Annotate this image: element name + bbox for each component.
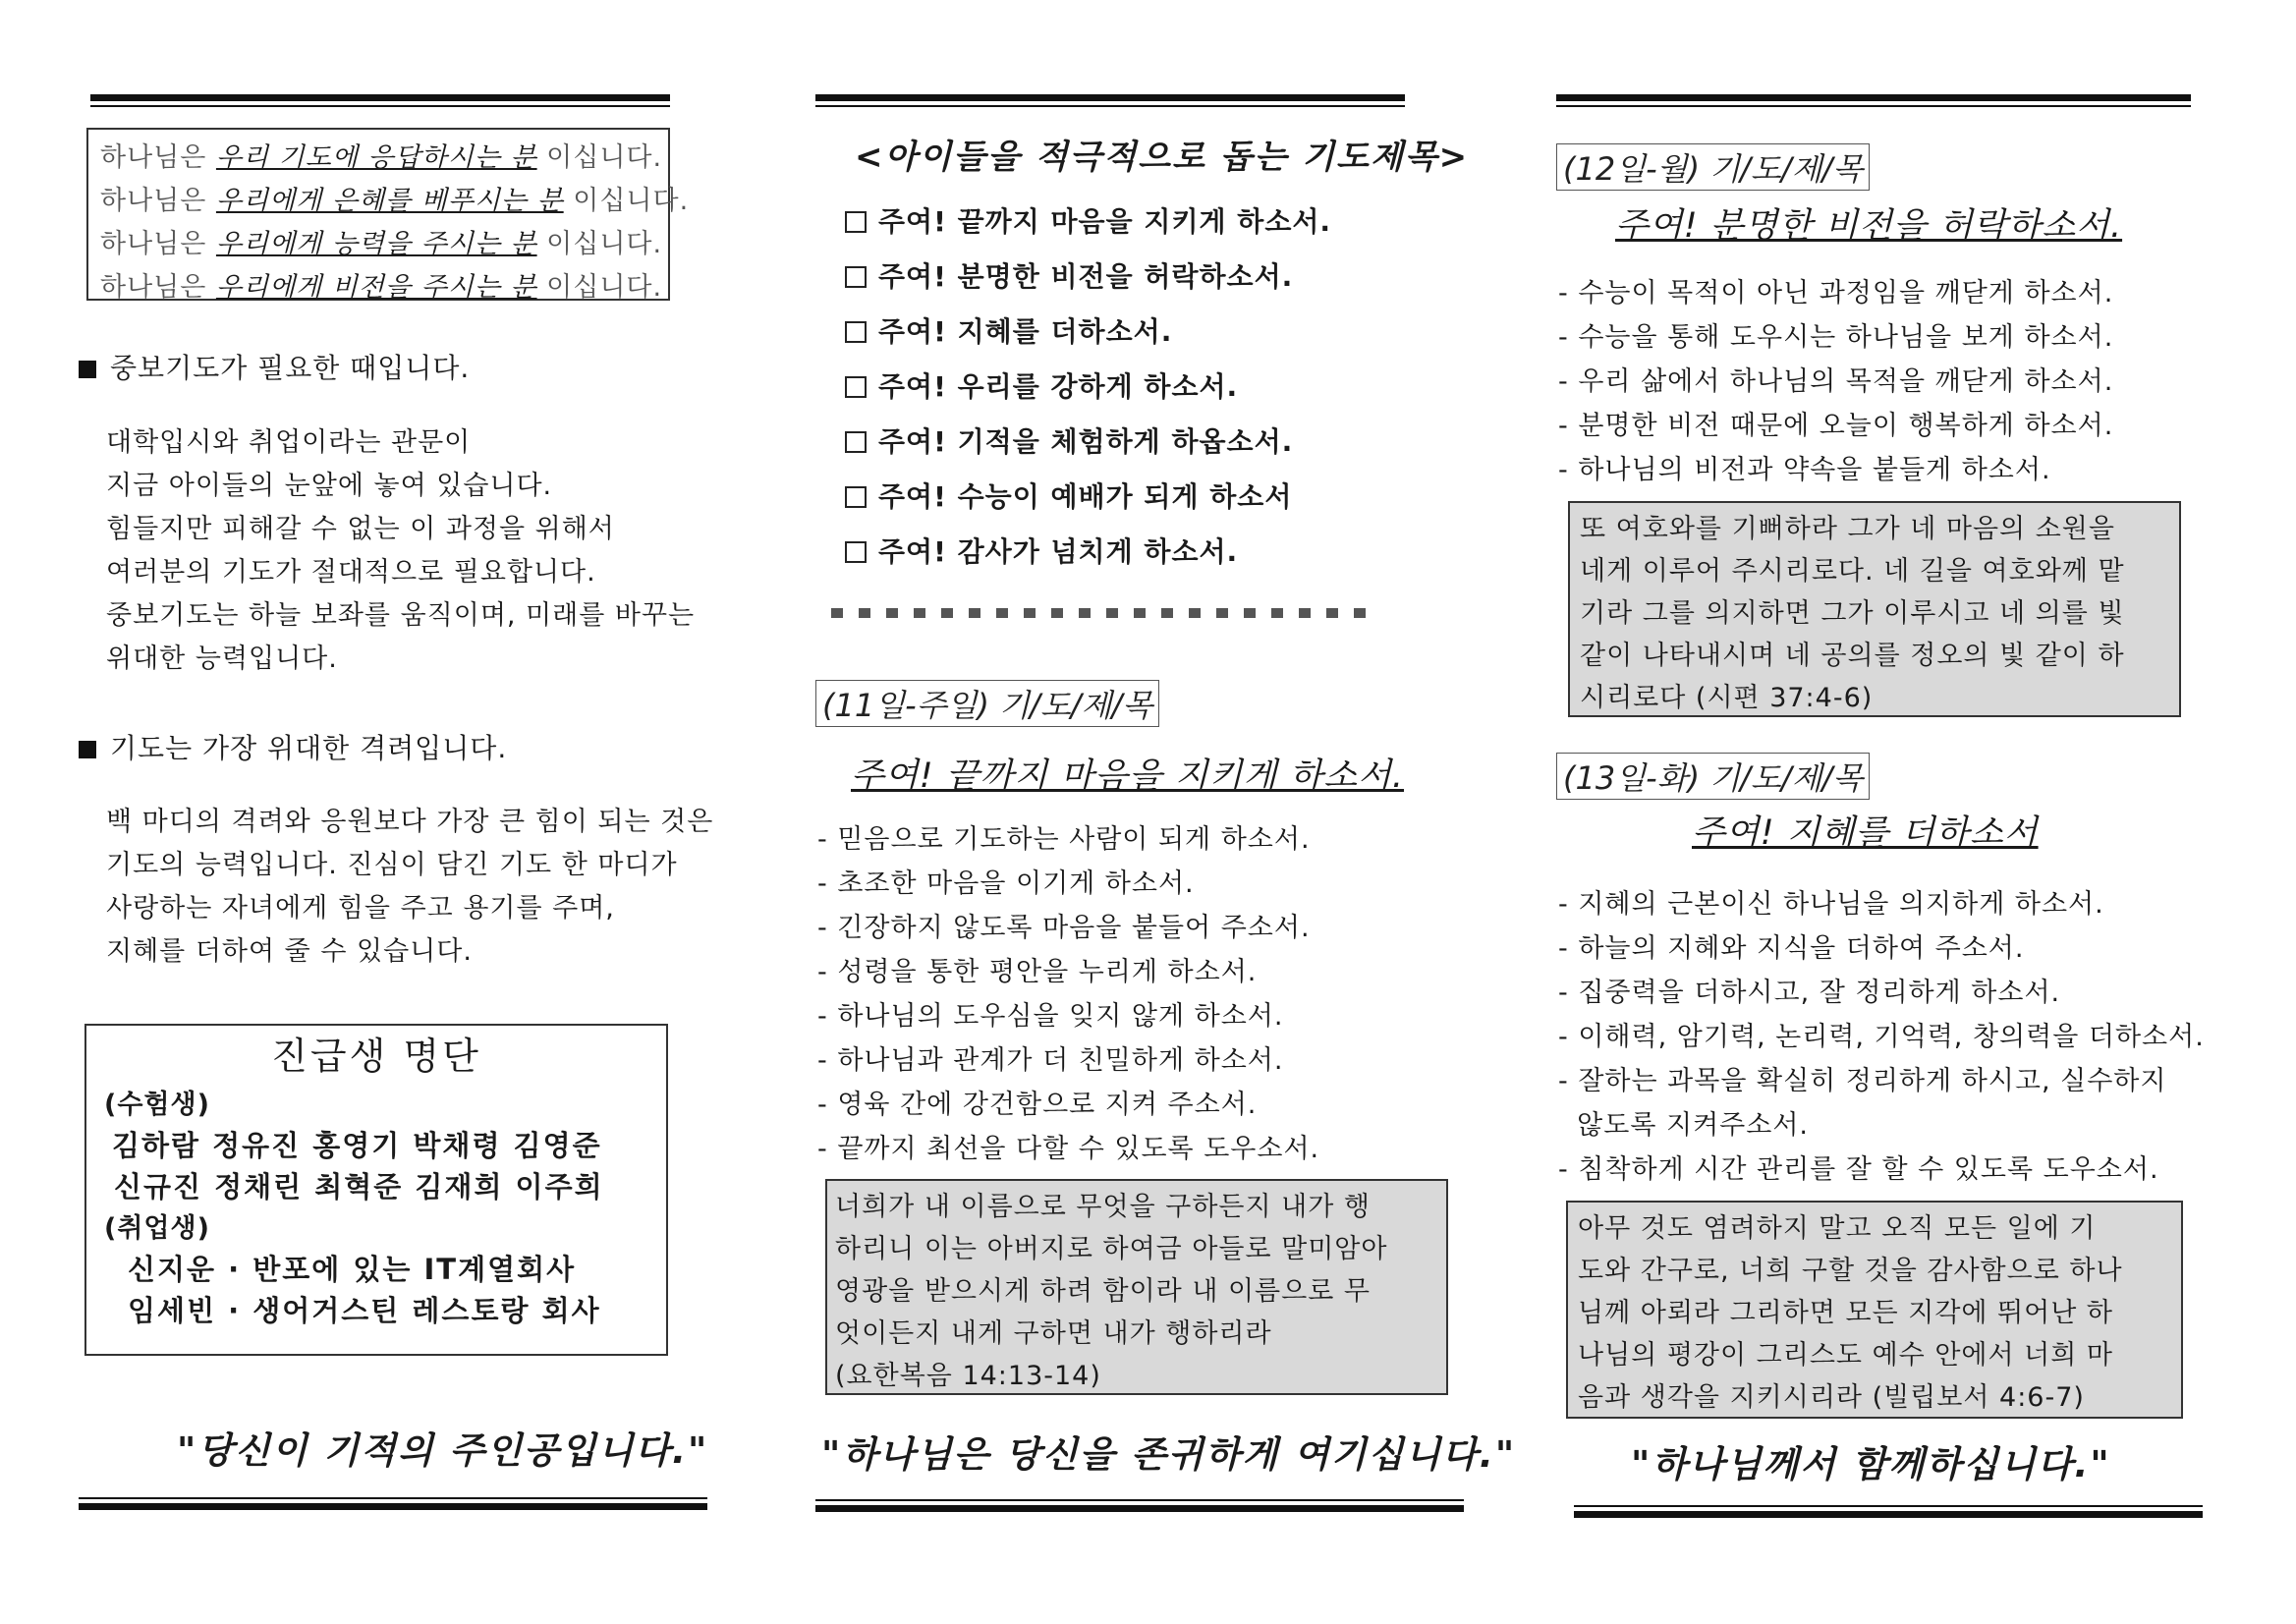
top-rule-col3 (1556, 94, 2191, 107)
bottom-rule-col1 (79, 1497, 707, 1510)
prayer-item: - 수능을 통해 도우시는 하나님을 보게 하소서. (1558, 322, 2114, 353)
verse-line: 엇이든지 내게 구하면 내가 행하리라 (835, 1318, 1272, 1349)
roster-row: 신규진 정채린 최혁준 김재희 이주희 (114, 1170, 604, 1204)
prayer-item: - 수능이 목적이 아닌 과정임을 깨닫게 하소서. (1558, 278, 2114, 308)
top-rule-col1 (90, 94, 670, 107)
closing-quote: "하나님은 당신을 존귀하게 여기십니다." (821, 1433, 1517, 1476)
checkbox-icon (845, 431, 867, 453)
section-title: 기도는 가장 위대한 격려입니다. (79, 727, 507, 766)
prayer-item: - 침착하게 시간 관리를 잘 할 수 있도록 도우소서. (1558, 1154, 2159, 1185)
body-line: 백 마디의 격려와 응원보다 가장 큰 힘이 되는 것은 (106, 807, 714, 837)
verse-line: 하리니 이는 아버지로 하여금 아들로 말미암아 (835, 1234, 1388, 1264)
prayer-item: - 집중력을 더하시고, 잘 정리하게 하소서. (1558, 978, 2061, 1008)
checkbox-icon (845, 321, 867, 343)
prayer-item: - 분명한 비전 때문에 오늘이 행복하게 하소서. (1558, 411, 2114, 441)
closing-quote: "하나님께서 함께하십니다." (1631, 1443, 2111, 1485)
prayer-item: - 하늘의 지혜와 지식을 더하여 주소서. (1558, 933, 2025, 964)
bottom-rule-col2 (815, 1499, 1464, 1512)
checklist-item: 주여! 지혜를 더하소서. (845, 310, 1172, 350)
checkbox-icon (845, 266, 867, 288)
body-line: 사랑하는 자녀에게 힘을 주고 용기를 주며, (106, 893, 615, 924)
roster-label-job: (취업생) (104, 1213, 210, 1244)
verse-line: 같이 나타내시며 네 공의를 정오의 빛 같이 하 (1580, 641, 2125, 671)
dotted-divider (831, 608, 1381, 618)
body-line: 지금 아이들의 눈앞에 놓여 있습니다. (106, 471, 553, 501)
verse-box-philippians (1566, 1201, 2183, 1419)
prayer-item: - 믿음으로 기도하는 사람이 되게 하소서. (817, 824, 1311, 855)
attribute-line: 하나님은 우리에게 은혜를 베푸시는 분 이십니다. (100, 186, 690, 216)
prayer-item: - 긴장하지 않도록 마음을 붙들어 주소서. (817, 913, 1311, 943)
verse-line: 또 여호와를 기뻐하라 그가 네 마음의 소원을 (1580, 514, 2115, 544)
body-line: 위대한 능력입니다. (106, 644, 338, 674)
bottom-rule-col3 (1574, 1505, 2203, 1518)
roster-row: 신지운 · 반포에 있는 IT계열회사 (128, 1253, 577, 1286)
prayer-item: - 초조한 마음을 이기게 하소서. (817, 868, 1195, 899)
body-line: 기도의 능력입니다. 진심이 담긴 기도 한 마디가 (106, 850, 678, 880)
verse-line: 영광을 받으시게 하려 함이라 내 이름으로 무 (835, 1276, 1371, 1307)
verse-line: 시리로다 (시편 37:4-6) (1580, 683, 1874, 713)
checklist-item: 주여! 수능이 예배가 되게 하소서 (845, 476, 1292, 515)
day-heading-monday: 주여! 분명한 비전을 허락하소서. (1615, 206, 2123, 246)
verse-line: 아무 것도 염려하지 말고 오직 모든 일에 기 (1578, 1213, 2097, 1244)
closing-quote: "당신이 기적의 주인공입니다." (177, 1429, 709, 1472)
roster-row: 임세빈 · 생어거스틴 레스토랑 회사 (128, 1294, 601, 1327)
checklist-item: 주여! 우리를 강하게 하소서. (845, 365, 1238, 405)
day-heading-sunday: 주여! 끝까지 마음을 지키게 하소서. (851, 756, 1404, 796)
verse-line: 너희가 내 이름으로 무엇을 구하든지 내가 행 (835, 1192, 1371, 1222)
checkbox-icon (845, 486, 867, 508)
prayer-item: - 하나님과 관계가 더 친밀하게 하소서. (817, 1045, 1284, 1076)
verse-box-john (825, 1179, 1448, 1395)
verse-line: 기라 그를 의지하면 그가 이루시고 네 의를 빛 (1580, 598, 2125, 629)
prayer-item: - 하나님의 도우심을 잊지 않게 하소서. (817, 1001, 1284, 1032)
body-line: 지혜를 더하여 줄 수 있습니다. (106, 936, 473, 967)
day-tag-tuesday: (13일-화) 기/도/제/목 (1556, 753, 1870, 800)
checklist-item: 주여! 기적을 체험하게 하옵소서. (845, 420, 1293, 460)
attribute-line: 하나님은 우리에게 능력을 주시는 분 이십니다. (100, 229, 663, 259)
square-bullet-icon (79, 741, 96, 758)
prayer-item: - 지혜의 근본이신 하나님을 의지하게 하소서. (1558, 889, 2104, 920)
checklist-item: 주여! 분명한 비전을 허락하소서. (845, 255, 1293, 295)
verse-line: 님께 아뢰라 그리하면 모든 지각에 뛰어난 하 (1578, 1298, 2113, 1328)
checkbox-icon (845, 211, 867, 233)
prayer-item: - 영육 간에 강건함으로 지켜 주소서. (817, 1090, 1258, 1120)
prayer-list-title: <아이들을 적극적으로 돕는 기도제목> (855, 138, 1470, 177)
body-line: 여러분의 기도가 절대적으로 필요합니다. (106, 557, 596, 588)
prayer-item: - 끝까지 최선을 다할 수 있도록 도우소서. (817, 1134, 1320, 1164)
verse-line: 음과 생각을 지키시리라 (빌립보서 4:6-7) (1578, 1382, 2085, 1413)
checkbox-icon (845, 376, 867, 398)
roster-box (84, 1024, 668, 1356)
section-title: 중보기도가 필요한 때입니다. (79, 347, 470, 386)
day-tag-monday: (12일-월) 기/도/제/목 (1556, 143, 1870, 191)
attribute-line: 하나님은 우리에게 비전을 주시는 분 이십니다. (100, 272, 663, 303)
prayer-item: - 성령을 통한 평안을 누리게 하소서. (817, 957, 1258, 987)
verse-line: 네게 이루어 주시리로다. 네 길을 여호와께 맡 (1580, 556, 2125, 587)
roster-row: 김하람 정유진 홍영기 박채령 김영준 (112, 1129, 602, 1162)
verse-line: 나님의 평강이 그리스도 예수 안에서 너희 마 (1578, 1340, 2113, 1371)
prayer-item: 않도록 지켜주소서. (1558, 1110, 1809, 1141)
body-line: 중보기도는 하늘 보좌를 움직이며, 미래를 바꾸는 (106, 600, 696, 631)
prayer-item: - 우리 삶에서 하나님의 목적을 깨닫게 하소서. (1558, 366, 2114, 397)
attribute-line: 하나님은 우리 기도에 응답하시는 분 이십니다. (100, 142, 663, 173)
prayer-item: - 하나님의 비전과 약속을 붙들게 하소서. (1558, 455, 2051, 485)
day-heading-tuesday: 주여! 지혜를 더하소서 (1692, 813, 2039, 853)
body-line: 힘들지만 피해갈 수 없는 이 과정을 위해서 (106, 514, 615, 544)
body-line: 대학입시와 취업이라는 관문이 (106, 427, 472, 458)
roster-label-exam: (수험생) (104, 1090, 210, 1120)
checkbox-icon (845, 541, 867, 563)
verse-box-psalm (1568, 501, 2181, 717)
prayer-item: - 이해력, 암기력, 논리력, 기억력, 창의력을 더하소서. (1558, 1022, 2205, 1052)
verse-line: 도와 간구로, 너희 구할 것을 감사함으로 하나 (1578, 1256, 2123, 1286)
prayer-item: - 잘하는 과목을 확실히 정리하게 하시고, 실수하지 (1558, 1066, 2167, 1096)
square-bullet-icon (79, 361, 96, 378)
roster-title: 진급생 명단 (271, 1035, 481, 1078)
top-rule-col2 (815, 94, 1405, 107)
day-tag-sunday: (11일-주일) 기/도/제/목 (815, 680, 1159, 727)
checklist-item: 주여! 끝까지 마음을 지키게 하소서. (845, 200, 1331, 240)
verse-line: (요한복음 14:13-14) (835, 1361, 1101, 1391)
attributes-box (86, 128, 690, 303)
checklist-item: 주여! 감사가 넘치게 하소서. (845, 531, 1238, 570)
